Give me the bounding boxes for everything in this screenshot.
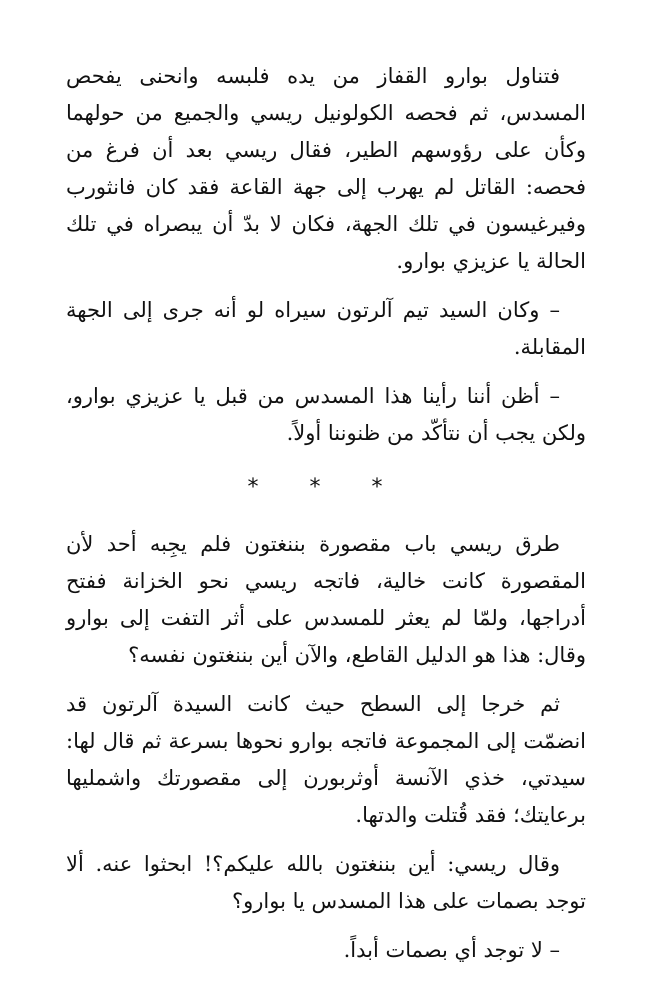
paragraph-1: فتناول بوارو القفاز من يده فلبسه وانحنى يفحص المسدس، ثم فحصه الكولونيل ريسي والجميع من حولهما وكأن على رؤوسهم الطير، فقال ريسي بعد أن فرغ من فحصه: القاتل لم يهرب إلى جهة القاعة فقد كان فانثورب وفيرغيسون في تلك الجهة، فكان لا بدّ أن يبصراه في تلك الحالة يا عزيزي بوارو. [66, 64, 586, 273]
paragraph-4: طرق ريسي باب مقصورة بننغتون فلم يجِبه أحد لأن المقصورة كانت خالية، فاتجه ريسي نحو الخزانة ففتح أدراجها، ولمّا لم يعثر للمسدس على أثر التفت إلى بوارو وقال: هذا هو الدليل القاطع، والآن أين بننغتون نفسه؟ [66, 532, 586, 667]
book-page [66, 58, 586, 969]
paragraph-5: ثم خرجا إلى السطح حيث كانت السيدة آلرتون قد انضمّت إلى المجموعة فاتجه بوارو نحوها بسرعة ثم قال لها: سيدتي، خذي الآنسة أوثربورن إلى مقصورتك واشمليها برعايتك؛ فقد قُتلت والدتها. [66, 692, 586, 827]
section-separator: * * * [247, 475, 405, 500]
paragraph-3: – أظن أننا رأينا هذا المسدس من قبل يا عزيزي بوارو، ولكن يجب أن نتأكّد من ظنوننا أولاً. [66, 384, 586, 445]
paragraph-6: وقال ريسي: أين بننغتون بالله عليكم؟! ابحثوا عنه. ألا توجد بصمات على هذا المسدس يا بوارو؟ [66, 852, 586, 913]
paragraph-7: – لا توجد أي بصمات أبداً. [343, 938, 560, 962]
paragraph-2: – وكان السيد تيم آلرتون سيراه لو أنه جرى إلى الجهة المقابلة. [66, 298, 586, 359]
